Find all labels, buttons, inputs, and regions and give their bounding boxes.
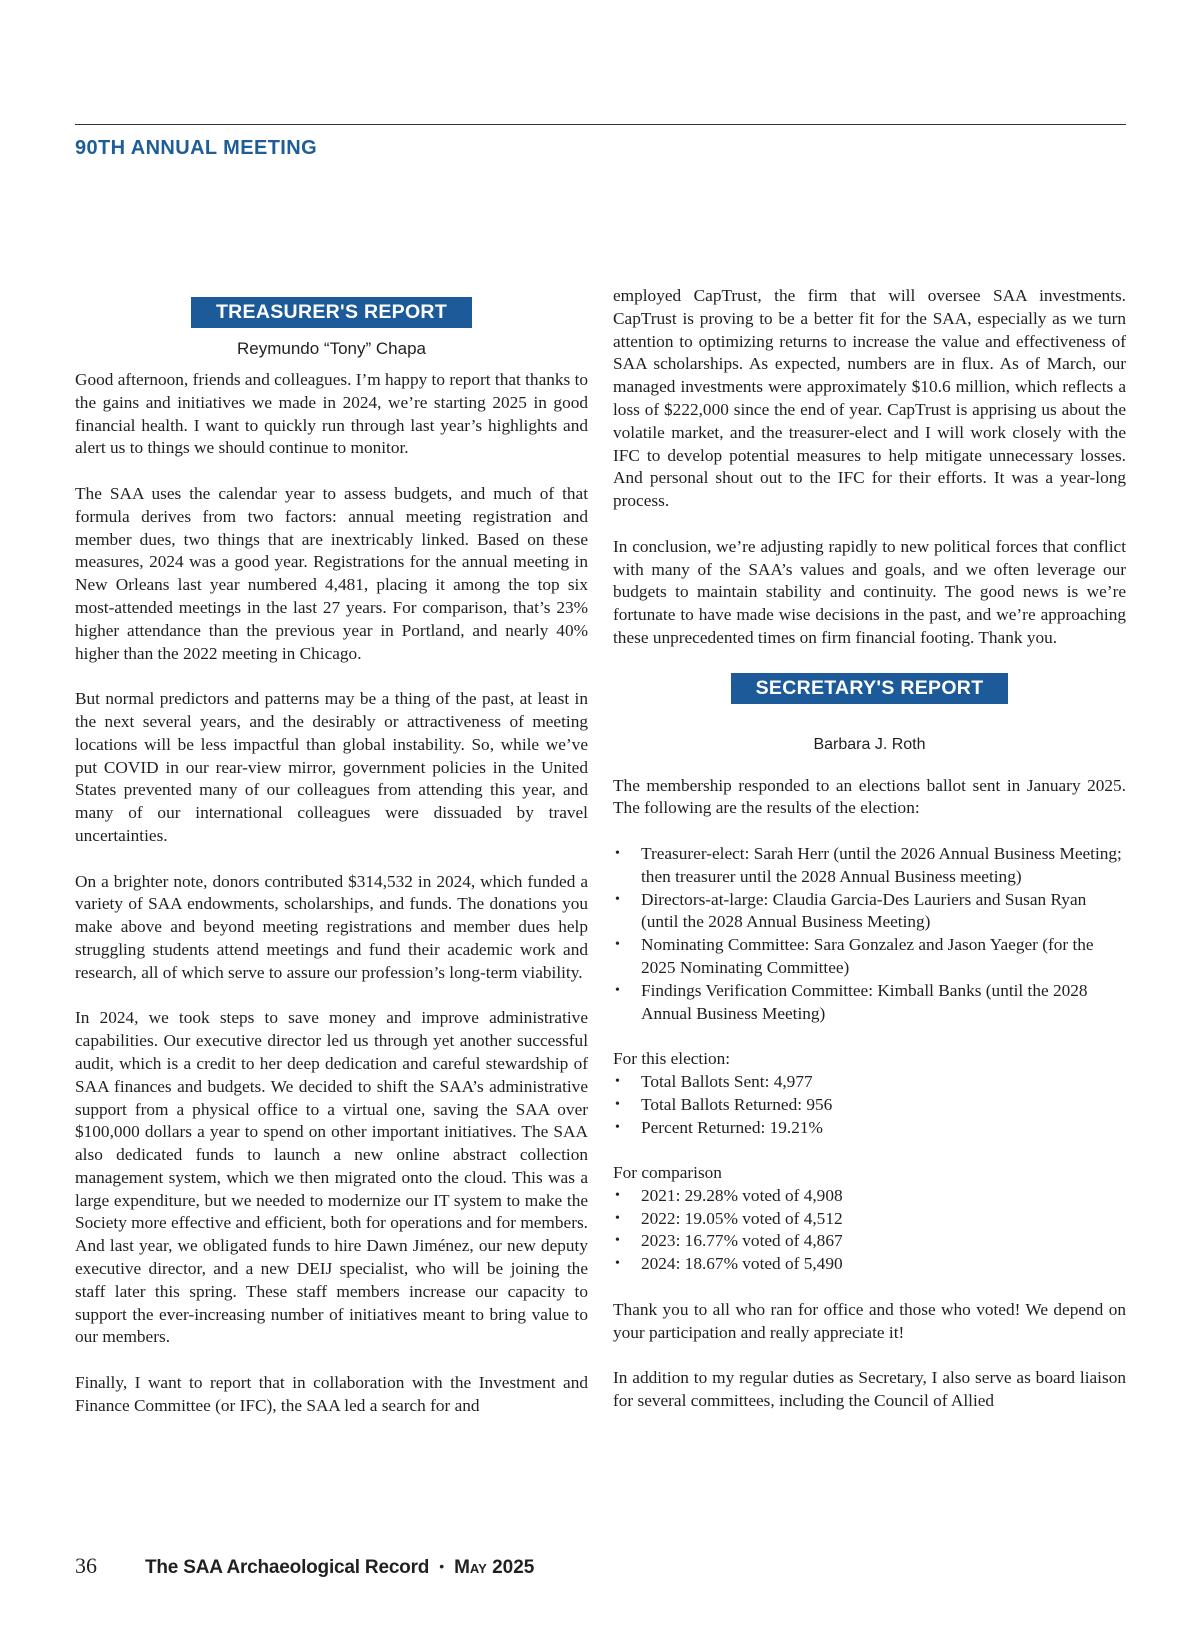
list-item: • Nominating Committee: Sara Gonzalez and Jason Yaeger (for the 2025 Nominating Committee) — [613, 934, 1126, 980]
comparison-label: For comparison — [613, 1163, 722, 1183]
treasurer-paragraph: But normal predictors and patterns may be a thing of the past, at least in the next several years, and the desirably or attractiveness of meeting locations will be less impactful than global instability. So, while we’ve put COVID in our rear-view mirror, government policies in the United States prevented many of our colleagues from attending this year, and many of our international colleagues were dissuaded by travel uncertainties. — [75, 689, 588, 845]
section-title: 90TH ANNUAL MEETING — [75, 137, 318, 159]
list-item: • Total Ballots Returned: 956 — [613, 1094, 1126, 1117]
election-label: For this election: — [613, 1049, 731, 1069]
comparison-stats-list — [613, 1185, 1126, 1276]
treasurer-paragraph-continued: In conclusion, we’re adjusting rapidly to new political forces that conflict with many of the SAA’s values and goals, and we often leverage our budgets to maintain stability and continuity. The good news is we’re fortunate to have made wise decisions in the past, and we’re approaching these unprecedented times on firm financial footing. Thank you. — [613, 536, 1126, 647]
treasurer-paragraph-continued: employed CapTrust, the firm that will oversee SAA investments. CapTrust is proving to be a better fit for the SAA, especially as we turn attention to optimizing returns to increase the value and effectiveness of SAA scholarships. As expected, numbers are in flux. As of March, our managed investments were approximately $10.6 million, which reflects a loss of $222,000 since the end of year. CapTrust is apprising us about the volatile market, and the treasurer-elect and I will work closely with the IFC to develop potential measures to help mitigate unnecessary losses. And personal shout out to the IFC for their efforts. It was a year-long process. — [613, 286, 1126, 511]
list-item: • 2023: 16.77% voted of 4,867 — [613, 1230, 1126, 1253]
secretary-thanks: Thank you to all who ran for office and those who voted! We depend on your participation and really appreciate it! — [613, 1299, 1126, 1342]
treasurer-paragraph: In 2024, we took steps to save money and improve administrative capabilities. Our executive director led us through yet another successful audit, which is a credit to her deep dedication and careful stewardship of SAA finances and budgets. We decided to shift the SAA’s administrative support from a physical office to a virtual one, saving the SAA over $100,000 dollars a year to spend on other important initiatives. The SAA also dedicated funds to launch a new online abstract collection management system, which we then migrated onto the cloud. This was a large expenditure, but we needed to modernize our IT system to make the Society more effective and efficient, both for operations and for members. And last year, we obligated funds to hire Dawn Jiménez, our new deputy executive director, and a new DEIJ specialist, who will be joining the staff later this spring. These staff members increase our capacity to support the ever-increasing number of initiatives meant to bring value to our members. — [75, 1008, 588, 1347]
election-stats-list — [613, 1071, 1126, 1139]
treasurer-paragraph: Good afternoon, friends and colleagues. I’m happy to report that thanks to the gains and initiatives we made in 2024, we’re starting 2025 in good financial health. I want to quickly run through last year’s highlights and alert us to things we should continue to monitor. — [75, 370, 589, 458]
list-item: • Findings Verification Committee: Kimball Banks (until the 2028 Annual Business Meeting) — [613, 980, 1126, 1026]
left-column — [75, 285, 588, 1418]
list-item: • Directors-at-large: Claudia Garcia-Des Lauriers and Susan Ryan (until the 2028 Annual Business Meeting) — [613, 889, 1126, 935]
treasurer-heading-wrap — [75, 297, 588, 328]
list-item: • 2022: 19.05% voted of 4,512 — [613, 1208, 1126, 1231]
bullet-separator: • — [439, 1558, 445, 1574]
list-item: • Total Ballots Sent: 4,977 — [613, 1071, 1126, 1094]
page-number: 36 — [75, 1553, 97, 1578]
secretary-heading-wrap — [613, 673, 1126, 704]
list-item: • Percent Returned: 19.21% — [613, 1117, 1126, 1140]
secretary-author: Barbara J. Roth — [813, 735, 926, 753]
treasurer-report-heading: TREASURER'S REPORT — [191, 297, 472, 328]
list-item: • 2021: 29.28% voted of 4,908 — [613, 1185, 1126, 1208]
election-results-list — [613, 843, 1126, 1025]
page-footer — [75, 1553, 534, 1579]
issue-date: May 2025 — [454, 1557, 535, 1578]
journal-title: The SAA Archaeological Record — [145, 1557, 430, 1578]
right-column — [613, 285, 1126, 1413]
list-item: • 2024: 18.67% voted of 5,490 — [613, 1253, 1126, 1276]
treasurer-paragraph: Finally, I want to report that in collaboration with the Investment and Finance Committee (or IFC), the SAA led a search for and — [75, 1373, 588, 1415]
header-rule — [75, 124, 1126, 125]
treasurer-paragraph: The SAA uses the calendar year to assess budgets, and much of that formula derives from two factors: annual meeting registration and member dues, two things that are inextricably linked. Based on these measures, 2024 was a good year. Registrations for the annual meeting in New Orleans last year numbered 4,481, placing it among the top six most-attended meetings in the last 27 years. For comparison, that’s 23% higher attendance than the previous year in Portland, and nearly 40% higher than the 2022 meeting in Chicago. — [75, 483, 588, 663]
secretary-closing: In addition to my regular duties as Secretary, I also serve as board liaison for several committees, including the Council of Allied — [613, 1368, 1126, 1411]
secretary-report-heading: SECRETARY'S REPORT — [731, 673, 1009, 704]
secretary-intro: The membership responded to an elections ballot sent in January 2025. The following are the results of the election: — [613, 775, 1126, 818]
treasurer-author: Reymundo “Tony” Chapa — [237, 339, 426, 358]
list-item: • Treasurer-elect: Sarah Herr (until the 2026 Annual Business Meeting; then treasurer until the 2028 Annual Business meeting) — [613, 843, 1126, 889]
treasurer-paragraph: On a brighter note, donors contributed $314,532 in 2024, which funded a variety of SAA endowments, scholarships, and funds. The donations you make above and beyond meeting registrations and member dues help struggling students attend meetings and fund their academic work and research, all of which serve to assure our profession’s long-term viability. — [75, 871, 588, 982]
